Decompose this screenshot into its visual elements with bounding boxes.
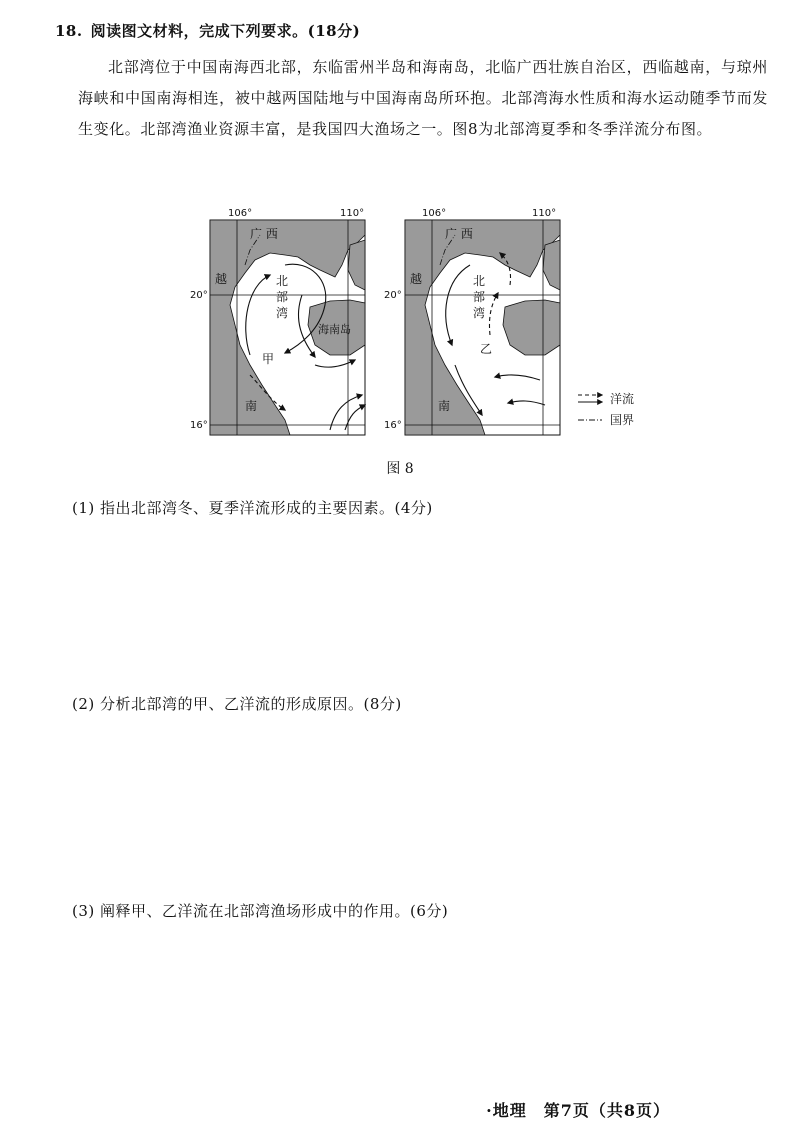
right-lat-16-label: 16° <box>384 420 402 431</box>
left-gulf-label-3: 湾 <box>276 306 289 320</box>
subquestion-3-text: 阐释甲、乙洋流在北部湾渔场形成中的作用。(6分) <box>100 902 449 920</box>
right-vietnam-label-a: 越 <box>410 272 423 286</box>
subquestion-2-label: (2) <box>72 695 95 713</box>
right-gulf-label-2: 部 <box>473 290 486 304</box>
current-a-label: 甲 <box>262 352 275 366</box>
left-lon-110-label: 110° <box>340 208 365 219</box>
left-hainan-label: 海南岛 <box>318 323 351 336</box>
material-paragraph: 北部湾位于中国南海西北部，东临雷州半岛和海南岛，北临广西壮族自治区，西临越南，与琼州海峡和中国南海相连，被中越两国陆地与中国海南岛所环抱。北部湾海水性质和海水运动随季节而发生变化。北部湾渔业资源丰富，是我国四大渔场之一。图8为北部湾夏季和冬季洋流分布图。 <box>78 58 768 138</box>
question-heading <box>55 20 360 41</box>
current-b-label: 乙 <box>480 342 493 356</box>
left-vietnam-label-a: 越 <box>215 272 228 286</box>
figure-caption: 图 8 <box>386 461 414 477</box>
figure-8-maps <box>190 205 670 445</box>
left-lat-20-label: 20° <box>190 290 208 301</box>
subquestion-3 <box>72 900 448 921</box>
right-vietnam-label-b: 南 <box>438 399 451 413</box>
left-vietnam-label-b: 南 <box>245 399 258 413</box>
left-map <box>190 208 365 435</box>
right-lon-110-label: 110° <box>532 208 557 219</box>
subquestion-1 <box>72 497 433 518</box>
left-lon-106-label: 106° <box>228 208 253 219</box>
subquestion-3-label: (3) <box>72 902 95 920</box>
subquestion-1-text: 指出北部湾冬、夏季洋流形成的主要因素。(4分) <box>100 499 433 517</box>
right-gulf-label-1: 北 <box>473 274 486 288</box>
right-lat-20-label: 20° <box>384 290 402 301</box>
right-guangxi-label: 广 西 <box>445 227 473 241</box>
right-gulf-label-3: 湾 <box>473 306 486 320</box>
left-gulf-label-1: 北 <box>276 274 289 288</box>
subquestion-1-label: (1) <box>72 499 95 517</box>
right-map <box>384 208 560 435</box>
question-title: 阅读图文材料，完成下列要求。(18分) <box>90 22 361 40</box>
left-gulf-label-2: 部 <box>276 290 289 304</box>
subquestion-2 <box>72 693 402 714</box>
legend-border-label: 国界 <box>610 413 635 427</box>
legend-current-label: 洋流 <box>610 392 635 406</box>
page-footer: ·地理 第7页（共8页） <box>486 1101 670 1120</box>
right-lon-106-label: 106° <box>422 208 447 219</box>
left-guangxi-label: 广 西 <box>250 227 278 241</box>
question-number: 18. <box>55 22 83 40</box>
subquestion-2-text: 分析北部湾的甲、乙洋流的形成原因。(8分) <box>100 695 402 713</box>
left-lat-16-label: 16° <box>190 420 208 431</box>
map-legend <box>578 391 634 427</box>
